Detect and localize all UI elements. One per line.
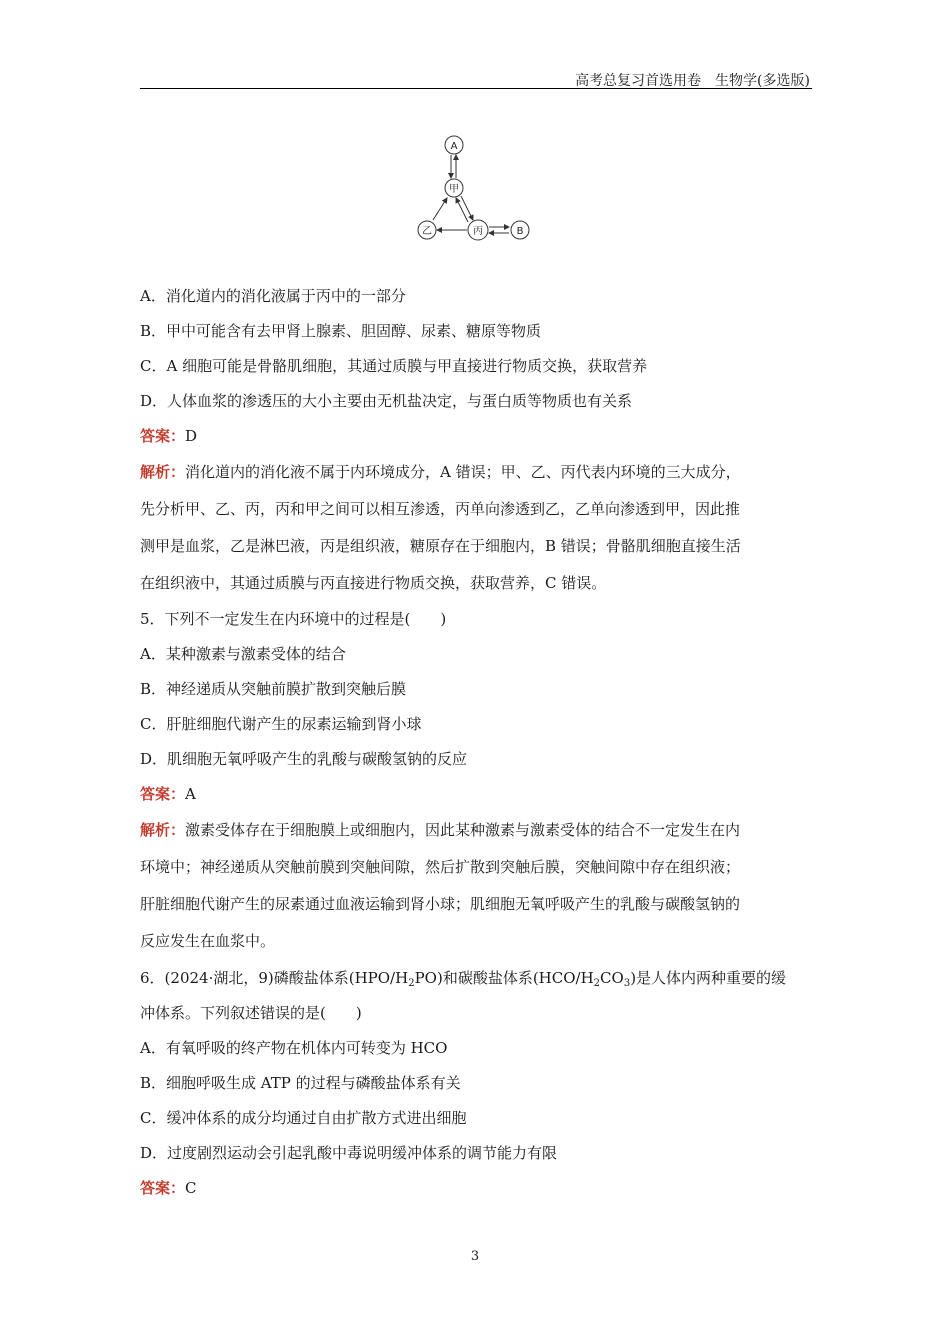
q6-sub-3: 3 (623, 978, 631, 989)
q5-option-c: C．肝脏细胞代谢产生的尿素运输到肾小球 (140, 715, 422, 733)
q6-answer-value: C (185, 1179, 197, 1197)
body-fluid-diagram (413, 133, 537, 243)
q6-sub-2: 2 (593, 978, 601, 989)
q6-option-a: A．有氧呼吸的终产物在机体内可转变为 HCO (140, 1039, 448, 1057)
q6-option-c: C．缓冲体系的成分均通过自由扩散方式进出细胞 (140, 1109, 467, 1127)
q6-answer (140, 1178, 197, 1198)
node-b-label: B (516, 226, 524, 237)
q5-analysis-line-3: 肝脏细胞代谢产生的尿素通过血液运输到肾小球；肌细胞无氧呼吸产生的乳酸与碳酸氢钠的 (140, 895, 741, 913)
node-yi-label: 乙 (422, 226, 432, 237)
q6-stem-line-2: 冲体系。下列叙述错误的是( ) (140, 1004, 362, 1022)
q5-analysis-line-4: 反应发生在血浆中。 (140, 932, 276, 950)
q5-answer (140, 784, 196, 804)
q6-stem-mid2: CO (600, 969, 624, 987)
q5-analysis-text-1: 激素受体存在于细胞膜上或细胞内，因此某种激素与激素受体的结合不一定发生在内 (185, 821, 741, 839)
q4-analysis-label: 解析： (140, 463, 186, 481)
q6-answer-label: 答案： (140, 1179, 186, 1197)
q4-analysis-line-1 (140, 462, 741, 482)
q5-analysis-label: 解析： (140, 821, 186, 839)
q4-analysis-line-3: 测甲是血浆，乙是淋巴液，丙是组织液，糖原存在于细胞内，B 错误；骨骼肌细胞直接生活 (140, 537, 741, 555)
q4-option-d: D．人体血浆的渗透压的大小主要由无机盐决定，与蛋白质等物质也有关系 (140, 392, 633, 410)
q6-stem-mid: PO)和碳酸盐体系(HCO/H (414, 969, 594, 987)
node-bing-label: 丙 (473, 226, 483, 237)
q6-stem-suffix: )是人体内两种重要的缓 (630, 969, 787, 987)
arrow-bing-to-jia (456, 198, 468, 222)
q6-option-d: D．过度剧烈运动会引起乳酸中毒说明缓冲体系的调节能力有限 (140, 1144, 558, 1162)
q4-answer-value: D (185, 427, 198, 445)
q5-analysis-line-2: 环境中；神经递质从突触前膜到突触间隙，然后扩散到突触后膜，突触间隙中存在组织液； (140, 858, 741, 876)
q4-analysis-text-1: 消化道内的消化液不属于内环境成分，A 错误；甲、乙、丙代表内环境的三大成分， (185, 463, 741, 481)
arrow-yi-to-jia (433, 198, 447, 220)
q4-option-a: A．消化道内的消化液属于丙中的一部分 (140, 287, 406, 305)
q5-analysis-line-1 (140, 820, 740, 840)
q6-stem-line-1 (140, 968, 786, 988)
q5-option-d: D．肌细胞无氧呼吸产生的乳酸与碳酸氢钠的反应 (140, 750, 468, 768)
page-header-title: 高考总复习首选用卷 生物学(多选版) (575, 73, 810, 89)
node-jia-label: 甲 (449, 184, 459, 195)
q4-answer-label: 答案： (140, 427, 186, 445)
q4-analysis-line-4: 在组织液中，其通过质膜与丙直接进行物质交换，获取营养，C 错误。 (140, 574, 607, 592)
q5-option-a: A．某种激素与激素受体的结合 (140, 645, 346, 663)
q4-option-c: C．A 细胞可能是骨骼肌细胞，其通过质膜与甲直接进行物质交换，获取营养 (140, 357, 648, 375)
arrow-jia-to-bing (461, 196, 473, 220)
page-number: 3 (470, 1249, 480, 1264)
q4-answer (140, 426, 197, 446)
q4-option-b: B．甲中可能含有去甲肾上腺素、胆固醇、尿素、糖原等物质 (140, 322, 542, 340)
node-a-label: A (450, 141, 458, 152)
q6-option-b: B．细胞呼吸生成 ATP 的过程与磷酸盐体系有关 (140, 1074, 461, 1092)
q6-stem-prefix: 6．(2024·湖北，9)磷酸盐体系(HPO/H (140, 969, 409, 987)
q5-stem: 5．下列不一定发生在内环境中的过程是( ) (140, 610, 447, 628)
header-rule (140, 88, 812, 89)
q5-answer-value: A (185, 785, 196, 803)
q5-answer-label: 答案： (140, 785, 186, 803)
q6-sub-1: 2 (408, 978, 415, 989)
q4-analysis-line-2: 先分析甲、乙、丙，丙和甲之间可以相互渗透，丙单向渗透到乙，乙单向渗透到甲，因此推 (140, 500, 741, 518)
q5-option-b: B．神经递质从突触前膜扩散到突触后膜 (140, 680, 407, 698)
